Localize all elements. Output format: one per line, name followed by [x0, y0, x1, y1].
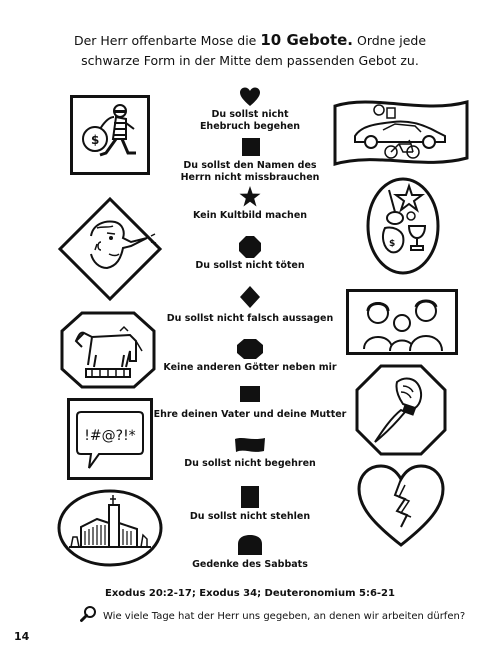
scripture-reference: Exodus 20:2-17; Exodus 34; Deuteronomium 5:6-21 — [105, 588, 395, 599]
svg-text:$: $ — [91, 133, 100, 147]
thief-picture — [70, 95, 150, 175]
commandment-3: Kein Kultbild machen — [192, 210, 308, 221]
cursing-speech-bubble-picture — [67, 398, 153, 480]
speech-bubble-text: !#@?!* — [84, 428, 136, 444]
commandment-9: Du sollst nicht stehlen — [189, 511, 311, 522]
flag-icon — [235, 437, 265, 453]
instructions-bold: 10 Gebote. — [260, 31, 354, 49]
diamond-icon — [239, 286, 261, 308]
square-icon — [242, 138, 260, 156]
dome-icon — [238, 535, 262, 555]
commandment-1: Du sollst nicht Ehebruch begehen — [199, 109, 301, 132]
instructions-line-2: schwarze Form in der Mitte dem passenden Gebot zu. — [81, 53, 419, 68]
possessions-flag-picture — [333, 96, 469, 168]
svg-text:$: $ — [389, 239, 396, 249]
commandment-2: Du sollst den Namen des Herrn nicht missbrauchen — [180, 160, 320, 183]
knife-picture — [355, 364, 447, 456]
commandment-5: Du sollst nicht falsch aussagen — [166, 313, 334, 324]
rectangle-icon — [240, 386, 260, 402]
commandment-8: Du sollst nicht begehren — [184, 458, 316, 469]
broken-heart-picture — [357, 463, 445, 549]
magnifier-icon — [80, 605, 98, 623]
wide-octagon-icon — [237, 339, 263, 359]
octagon-icon — [239, 236, 261, 258]
commandment-10: Gedenke des Sabbats — [192, 559, 308, 570]
lying-face-picture — [57, 196, 163, 302]
heart-icon — [239, 86, 261, 108]
instructions-line-1: Der Herr offenbarte Mose die 10 Gebote. Ordne jede — [73, 31, 427, 49]
golden-calf-picture — [60, 311, 156, 389]
star-icon — [239, 186, 261, 208]
commandment-4: Du sollst nicht töten — [195, 260, 305, 271]
idols-picture — [365, 176, 441, 276]
family-picture — [346, 289, 458, 355]
question-text: Wie viele Tage hat der Herr uns gegeben, an denen wir arbeiten dürfen? — [103, 611, 466, 622]
instructions — [0, 30, 500, 71]
tall-rectangle-icon — [241, 486, 259, 508]
church-picture — [57, 489, 163, 567]
page-number: 14 — [14, 630, 30, 643]
commandment-7: Ehre deinen Vater und deine Mutter — [153, 409, 347, 420]
commandment-6: Keine anderen Götter neben mir — [163, 362, 337, 373]
